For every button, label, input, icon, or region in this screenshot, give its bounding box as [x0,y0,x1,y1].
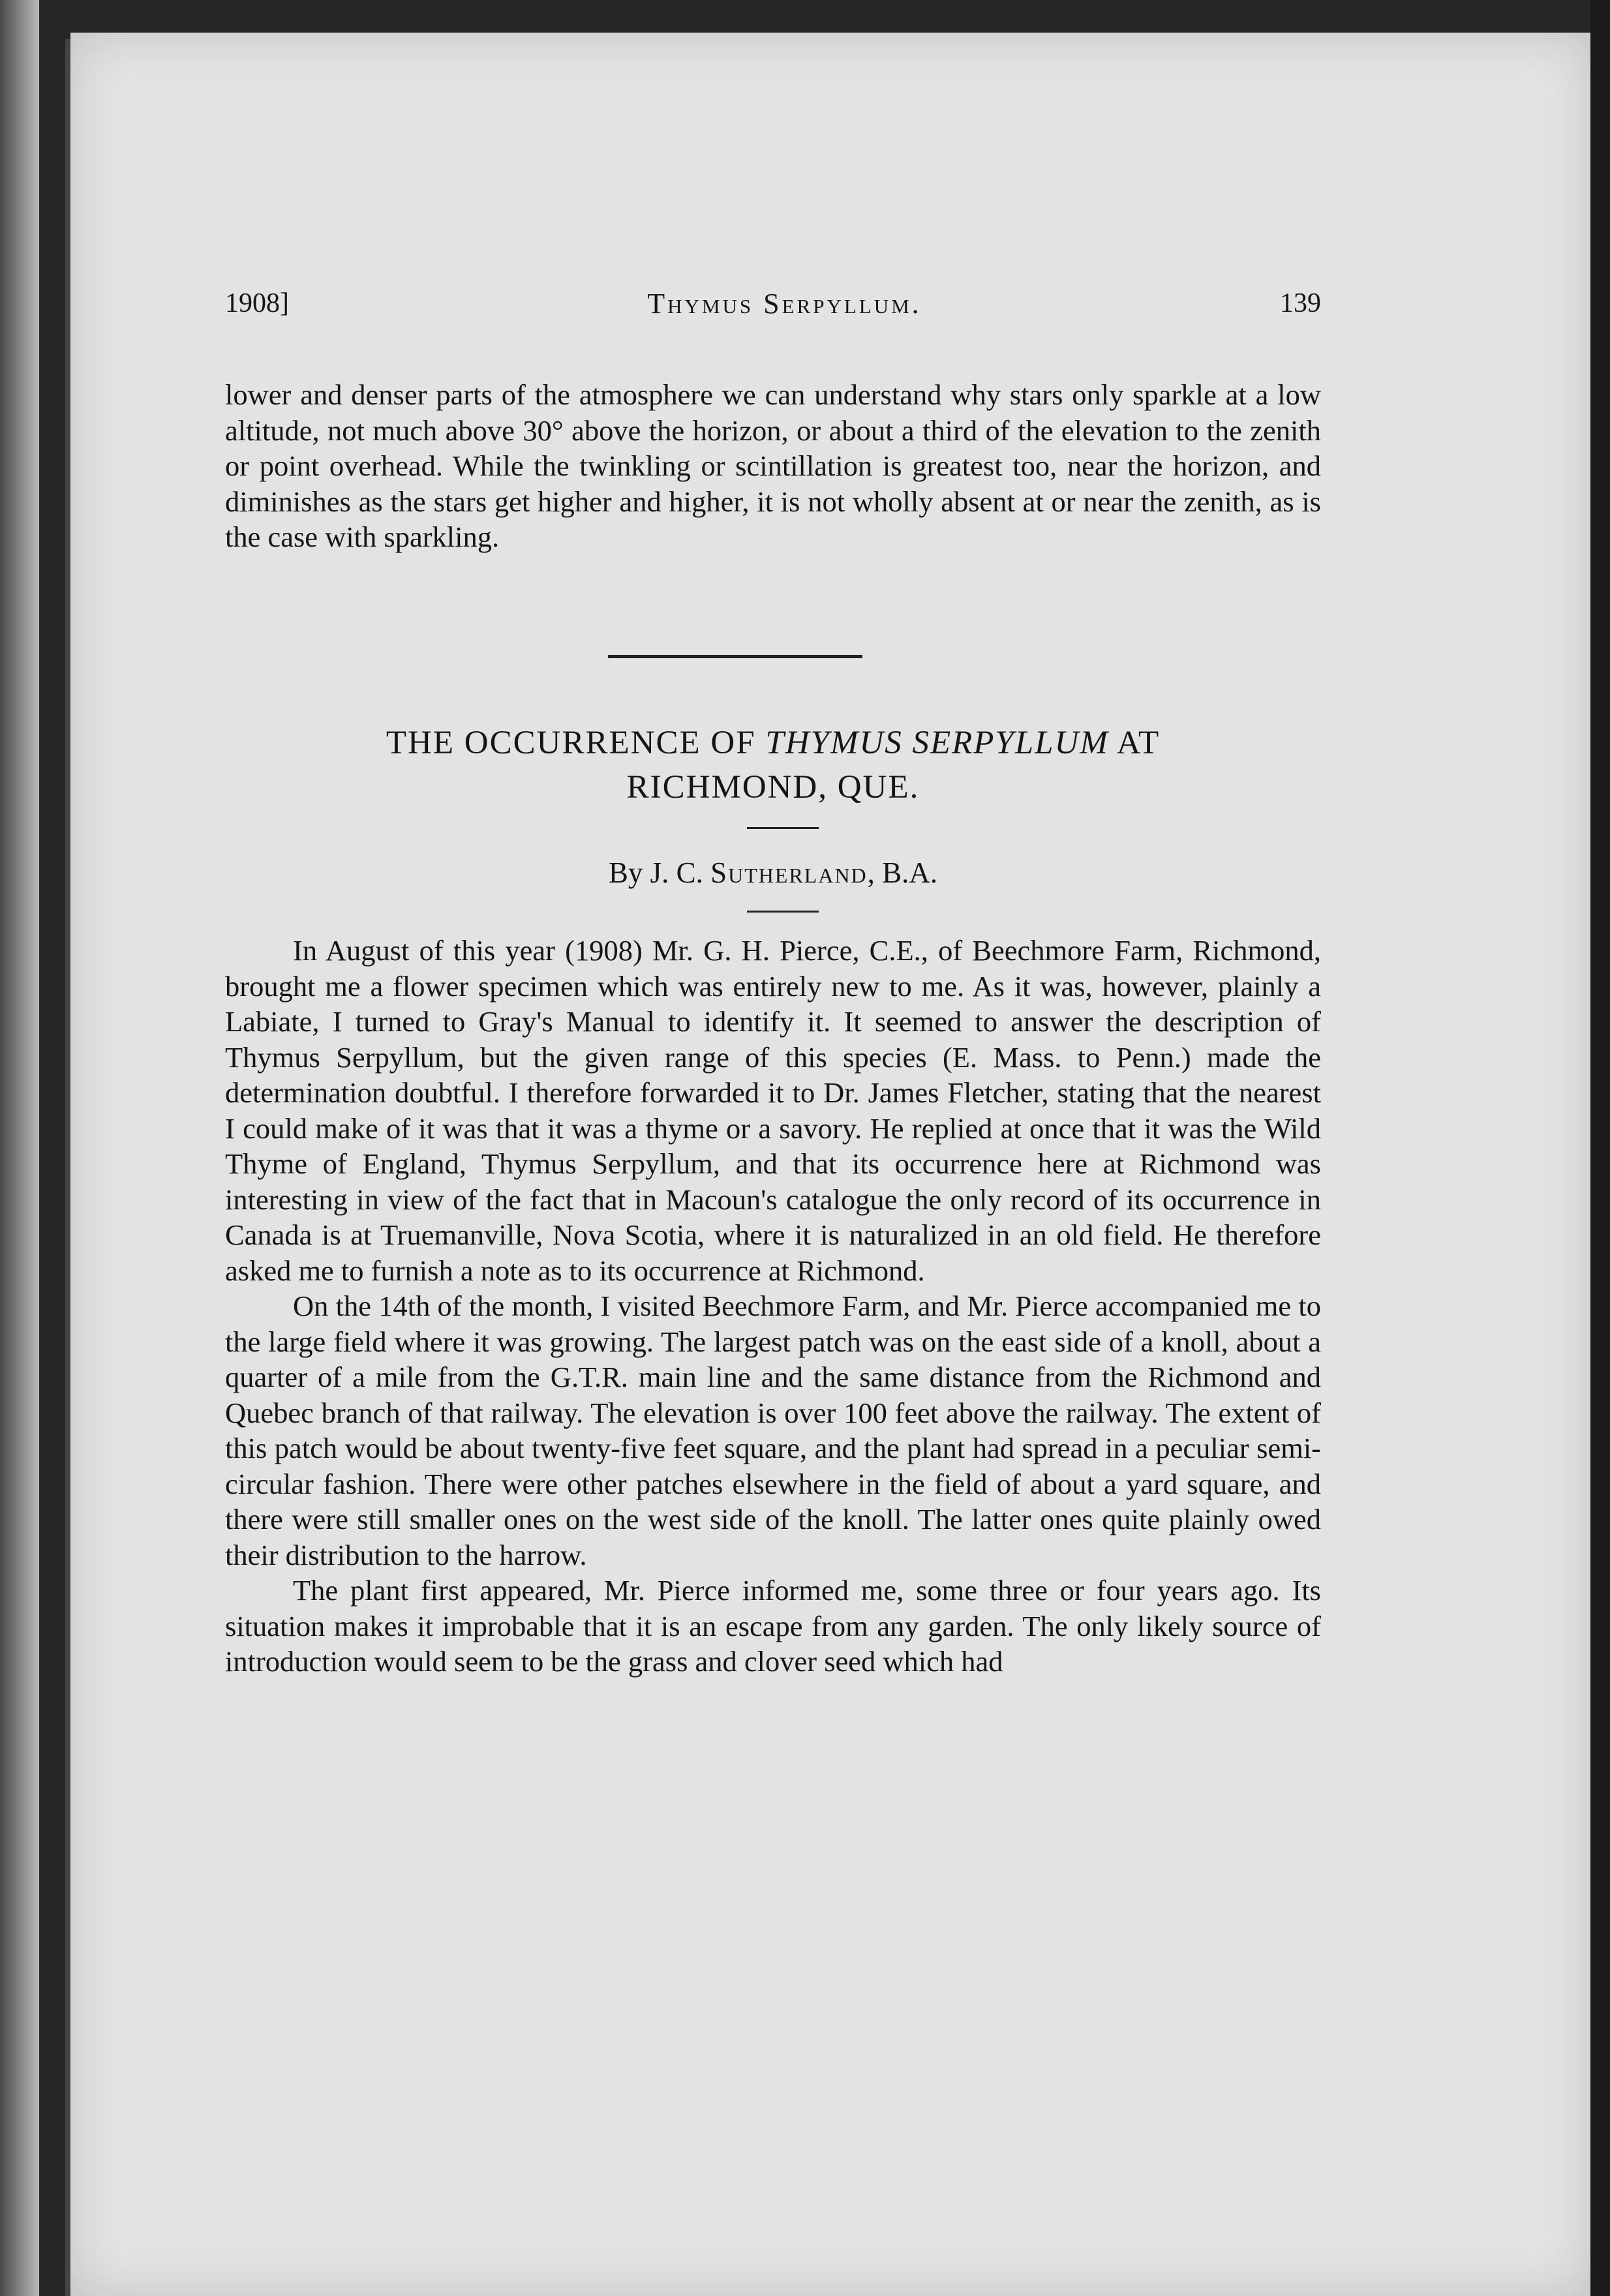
byline-rule [747,911,819,913]
previous-article-continuation [225,377,1321,555]
running-head-year: 1908] [225,288,289,318]
section-divider-rule [608,655,862,658]
article-title-prefix: THE OCCURRENCE OF [386,725,756,761]
article-paragraph-3: The plant first appeared, Mr. Pierce informed me, some three or four years ago. Its situation makes it improbable that it is an escape from any garden. The only likely source of introduction would seem to be the grass and clover seed which had [225,1574,1321,1678]
byline-degree: , B.A. [867,856,938,889]
article-paragraph-1: In August of this year (1908) Mr. G. H. Pierce, C.E., of Beechmore Farm, Richmond, brought me a flower specimen which was entirely new to me. As it was, however, plainly a Labiate, I turned to Gray's Manual to identify it. It seemed to answer the description of Thymus Serpyllum, but the given range of this species (E. Mass. to Penn.) made the determination doubtful. I therefore forwarded it to Dr. James Fletcher, stating that the nearest I could make of it was that it was a thyme or a savory. He replied at once that it was the Wild Thyme of England, Thymus Serpyllum, and that its occurrence here at Richmond was interesting in view of the fact that in Macoun's catalogue the only record of its occurrence in Canada is at Truemanville, Nova Scotia, where it is naturalized in an old field. He therefore asked me to furnish a note as to its occurrence at Richmond. [225,934,1321,1287]
scan-left-edge [0,0,39,2296]
byline [225,856,1321,890]
scan-right-edge [1590,0,1610,2296]
continuation-paragraph: lower and denser parts of the atmosphere we can understand why stars only sparkle at a low altitude, not much above 30° above the horizon, or about a third of the elevation to the zenith or point overhead. While the twinkling or scintillation is greatest too, near the horizon, and diminishes as the stars get higher and higher, it is not wholly absent at or near the zenith, as is the case with sparkling. [225,378,1321,553]
byline-author-surname: Sutherland [710,856,868,889]
running-head [225,280,1321,326]
article-title-species: THYMUS SERPYLLUM [765,725,1109,761]
page-number: 139 [1279,288,1321,318]
title-rule [747,827,819,829]
running-head-title: Thymus Serpyllum. [647,287,922,320]
article-title-line-1 [225,721,1321,765]
byline-prefix: By J. C. [608,856,703,889]
article-title [225,721,1321,809]
article-title-line-2: RICHMOND, QUE. [626,769,920,806]
article-body [225,933,1321,1680]
article-title-suffix: AT [1116,725,1161,761]
article-paragraph-2: On the 14th of the month, I visited Beechmore Farm, and Mr. Pierce accompanied me to the large field where it was growing. The largest patch was on the east side of a knoll, about a quarter of a mile from the G.T.R. main line and the same distance from the Richmond and Quebec branch of that railway. The elevation is over 100 feet above the railway. The extent of this patch would be about twenty-five feet square, and the plant had spread in a peculiar semi-circular fashion. There were other patches elsewhere in the field of about a yard square, and there were still smaller ones on the west side of the knoll. The latter ones quite plainly owed their distribution to the harrow. [225,1290,1321,1571]
binding-shadow [65,39,70,2296]
